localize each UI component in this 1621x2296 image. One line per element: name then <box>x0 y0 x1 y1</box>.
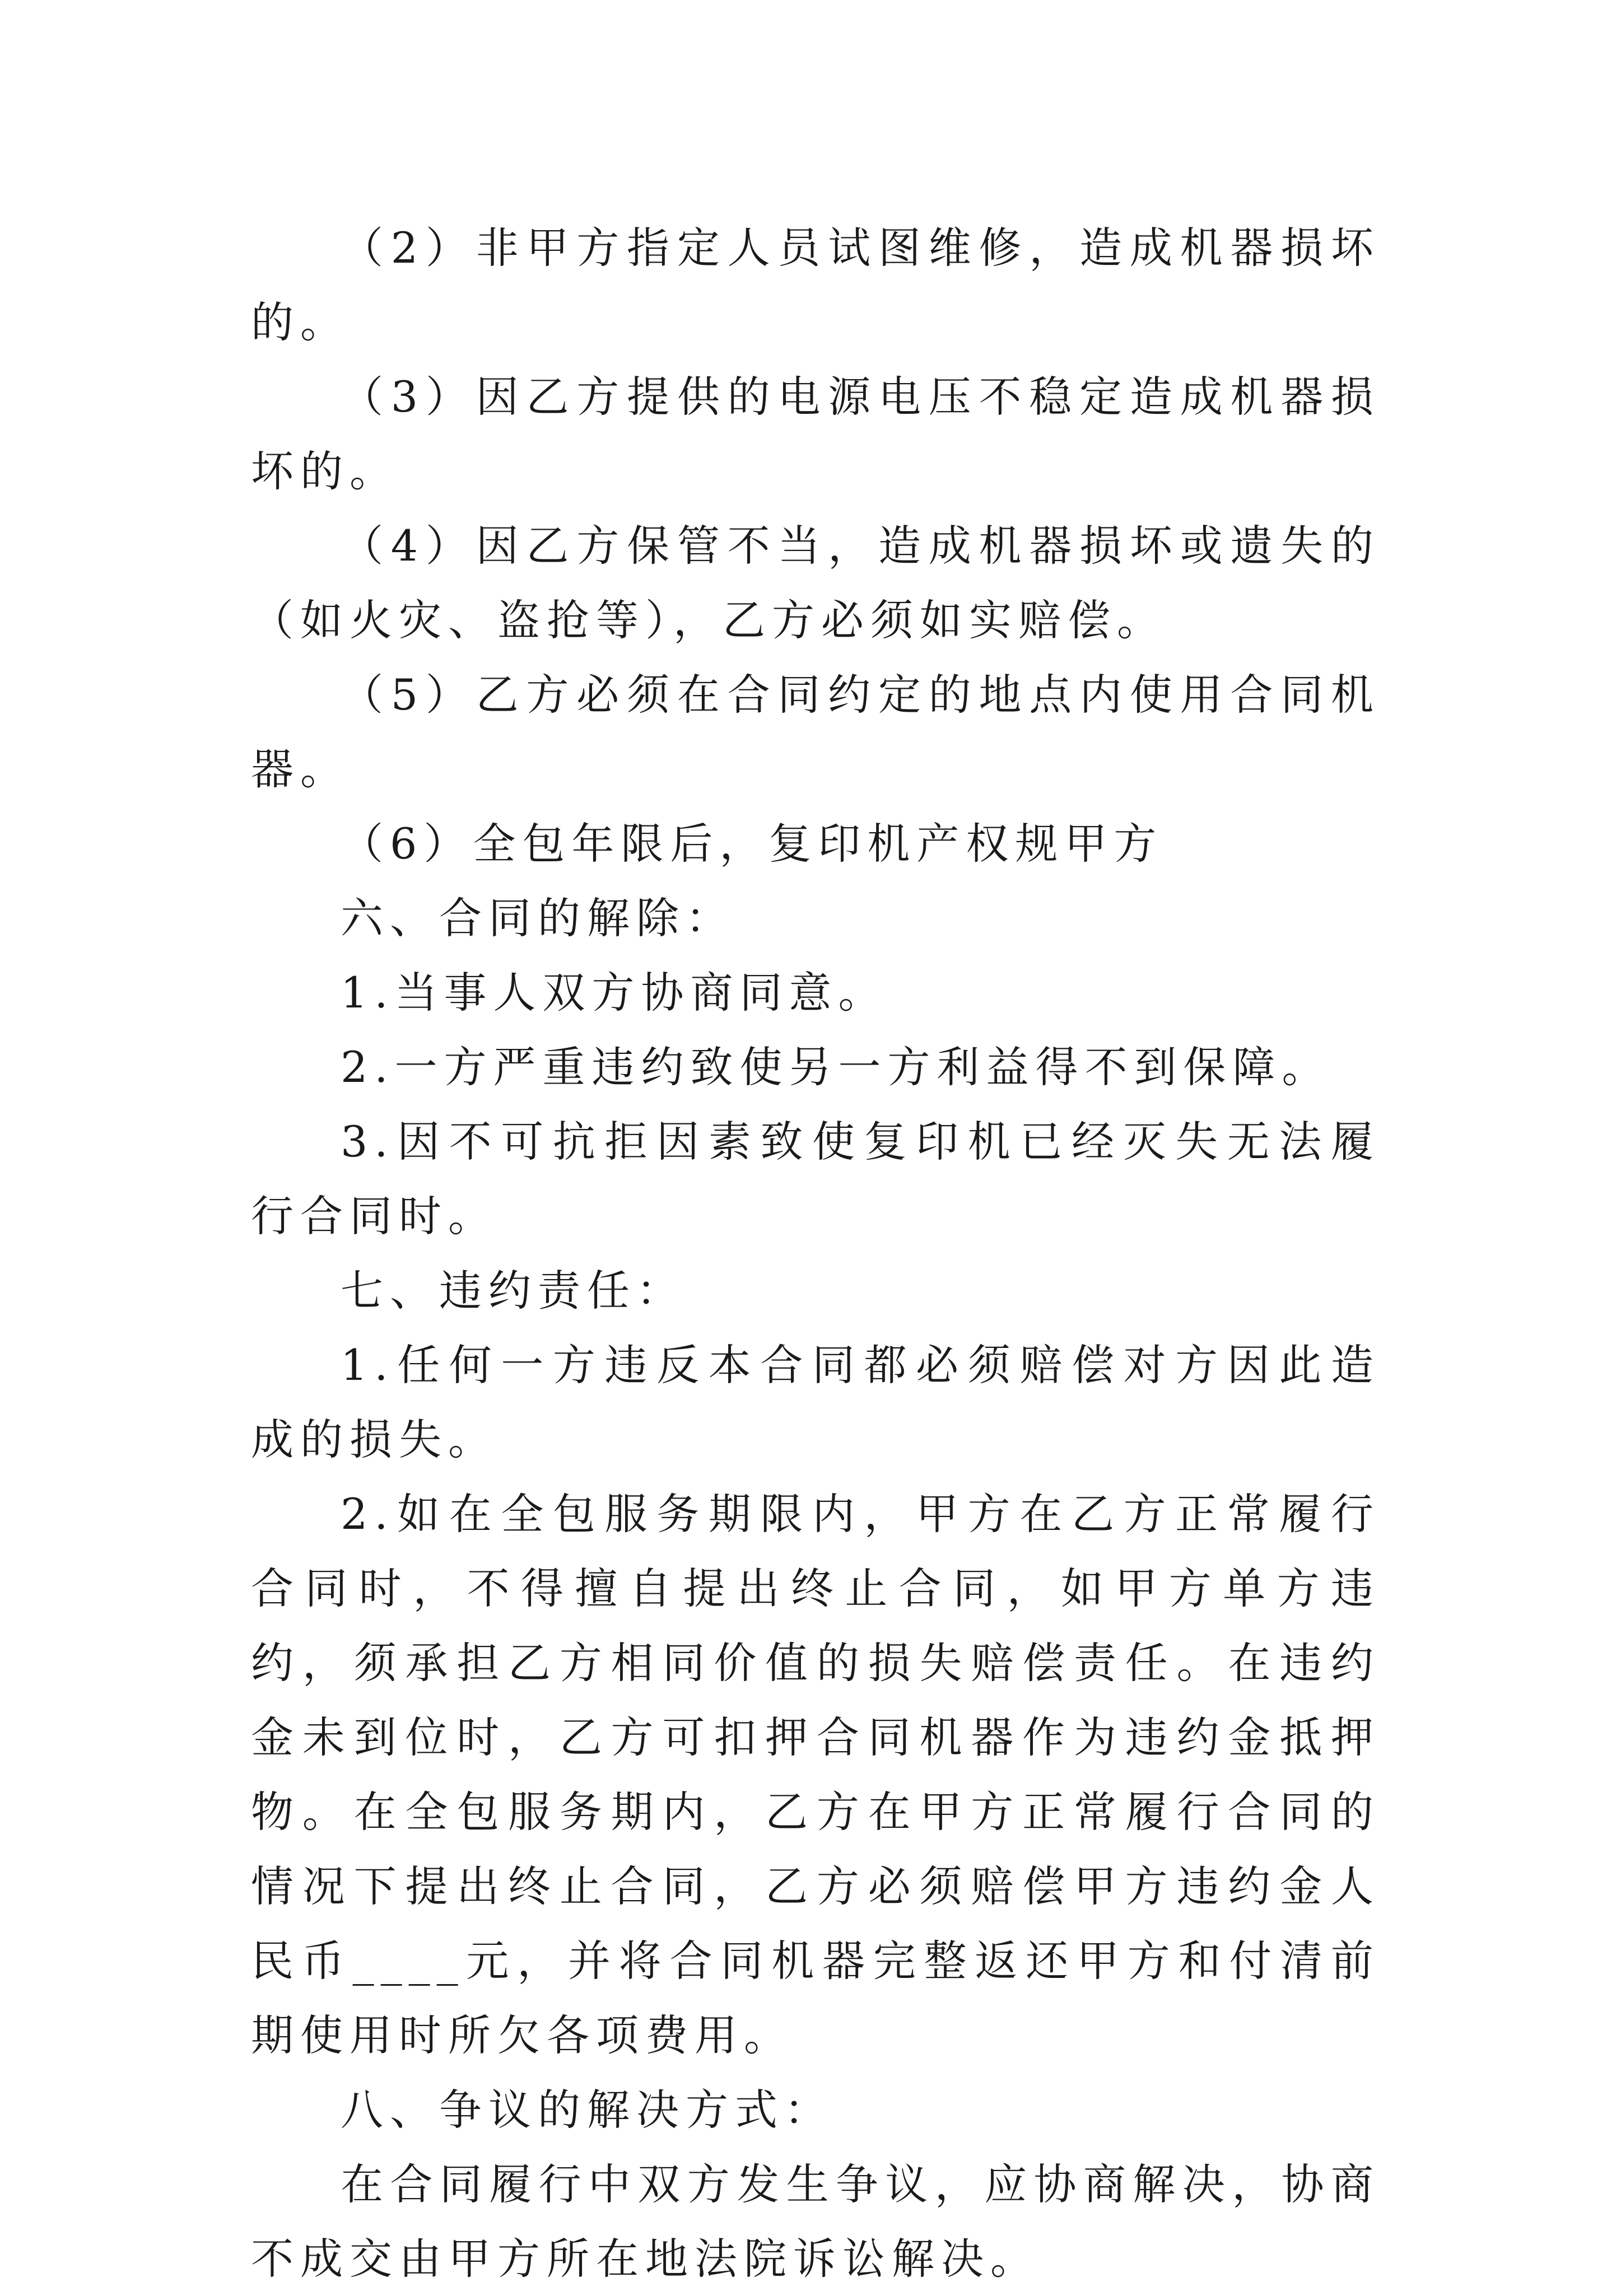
section-heading-dispute: 八、争议的解决方式： <box>341 2085 833 2135</box>
clause-5-item-2: （2）非甲方指定人员试图维修，造成机器损坏的。 <box>251 223 1380 347</box>
document-body <box>251 211 1380 2296</box>
dispute-resolution-text: 在合同履行中双方发生争议，应协商解决，协商不成交由甲方所在地法院诉讼解决。 <box>251 2159 1380 2284</box>
clause-5-item-5: （5）乙方必须在合同约定的地点内使用合同机器。 <box>251 670 1380 794</box>
termination-item-3: 3.因不可抗拒因素致使复印机已经灭失无法履行合同时。 <box>251 1117 1380 1241</box>
liability-item-2: 2.如在全包服务期限内，甲方在乙方正常履行合同时，不得擅自提出终止合同，如甲方单方违约，须承担乙方相同价值的损失赔偿责任。在违约金未到位时，乙方可扣押合同机器作为违约金抵押物。在全包服务期内，乙方在甲方正常履行合同的情况下提出终止合同，乙方必须赔偿甲方违约金人民币____元，并将合同机器完整返还甲方和付清前期使用时所欠各项费用。 <box>251 1489 1380 2060</box>
clause-5-item-3: （3）因乙方提供的电源电压不稳定造成机器损坏的。 <box>251 372 1380 496</box>
termination-item-1: 1.当事人双方协商同意。 <box>341 968 888 1018</box>
section-heading-termination: 六、合同的解除： <box>341 893 735 943</box>
clause-5-item-4: （4）因乙方保管不当，造成机器损坏或遗失的（如火灾、盗抢等），乙方必须如实赔偿。 <box>251 521 1380 645</box>
termination-item-2: 2.一方严重违约致使另一方利益得不到保障。 <box>341 1042 1331 1092</box>
section-heading-liability: 七、违约责任： <box>341 1266 686 1315</box>
clause-5-item-6: （6）全包年限后，复印机产权规甲方 <box>341 819 1163 869</box>
liability-item-1: 1.任何一方违反本合同都必须赔偿对方因此造成的损失。 <box>251 1340 1380 1464</box>
